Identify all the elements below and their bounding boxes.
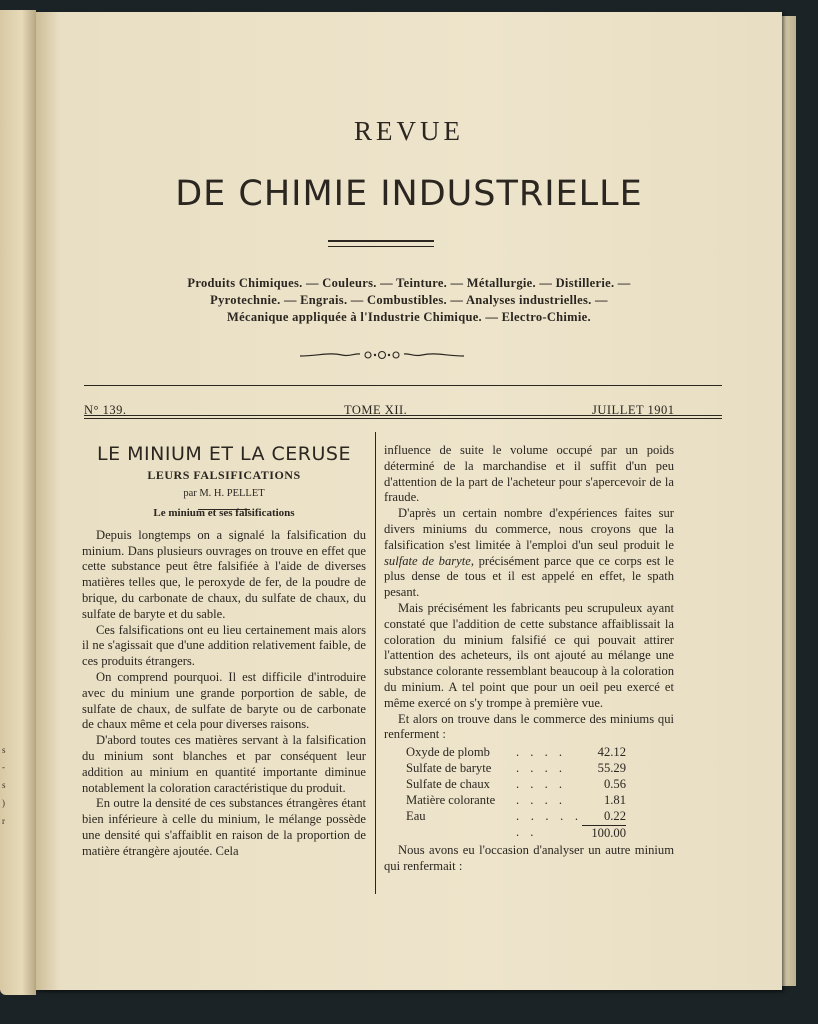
composition-total-row — [384, 825, 674, 841]
composition-table — [384, 745, 674, 841]
subjects-line: Pyrotechnie. — Engrais. — Combustibles. — Analyses industrielles. — — [210, 293, 608, 307]
column-divider — [375, 432, 376, 894]
paragraph: En outre la densité de ces substances étrangères étant bien inférieure à celle du minium, le mélange possède une densité qui s'affaiblit en raison de la proportion de matière étrangère ajoutée. Cela — [82, 796, 366, 858]
paragraph: Mais précisément les fabricants peu scrupuleux ayant constaté que l'addition de cette substance affaiblissait la coloration du minium falsifié ce qui pouvait attirer l'attention des acheteurs, ils ont ajouté au mélange une substance colorante ressemblant beaucoup à la coloration du minium. A tel point que pour un oeil peu exercé et même exercé on s'y trompe à première vue. — [384, 600, 674, 710]
issue-date: JUILLET 1901 — [592, 403, 675, 417]
section-heading: Le minium et ses falsifications — [153, 507, 295, 519]
composition-row: Sulfate de baryte . . . . 55.29 — [406, 761, 626, 776]
composition-row: Eau . . . . . . . 0.22 — [406, 809, 626, 839]
paragraph: Et alors on trouve dans le commerce des miniums qui renferment : — [384, 711, 674, 742]
paragraph: influence de suite le volume occupé par un poids déterminé de la marchandise et il suffit d'un peu d'attention de la part de l'acheteur pour s'apercevoir de la fraude. — [384, 443, 674, 505]
paragraph: Ces falsifications ont eu lieu certainement mais alors il ne s'agissait que d'une addition relativement faible, de ces produits étrangers. — [82, 622, 366, 669]
paragraph: D'abord toutes ces matières servant à la falsification du minium sont blanches et par conséquent leur addition au minium en quantité importante diminue notablement la coloration caractéristique du produit. — [82, 733, 366, 795]
issue-rule-bottom-double — [84, 418, 722, 419]
italic-term: sulfate de baryte — [384, 553, 471, 568]
paragraph: Depuis longtemps on a signalé la falsification du minium. Dans plusieurs ouvrages on trouve en effet que cette substance peut être falsifiée à l'aide de diverses matières telles que, le peroxyde de fer, de la poudre de brique, du carbonate de chaux, du sulfate de chaux, du sulfate de baryte et du sable. — [82, 527, 366, 621]
subjects-list — [66, 275, 752, 326]
composition-row: Matière colorante . . . . 1.81 — [406, 793, 626, 808]
column-left — [82, 506, 366, 860]
subjects-line: Mécanique appliquée à l'Industrie Chimique. — Electro-Chimie. — [227, 310, 591, 324]
composition-row: Sulfate de chaux . . . . 0.56 — [406, 777, 626, 792]
issue-tome: TOME XII. — [344, 403, 408, 417]
page-stack-edge — [782, 16, 796, 986]
paragraph: Nous avons eu l'occasion d'analyser un autre minium qui renfermait : — [384, 843, 674, 873]
masthead-rule — [328, 240, 434, 247]
paragraph: D'après un certain nombre d'expériences faites sur divers miniums du commerce, nous croyons que la falsification s'est limitée à l'emploi d'un seul produit le sulfate de baryte, précisément parce que ce corps est le plus dense de tous et il est appelé en effet, le spath pesant. — [384, 506, 674, 600]
issue-number: N° 139. — [84, 403, 127, 417]
article-title: LE MINIUM ET LA CERUSE — [97, 443, 351, 465]
issue-rule-bottom — [84, 415, 722, 416]
column-right — [384, 443, 674, 875]
composition-total: 100.00 — [582, 825, 626, 841]
masthead-title: DE CHIMIE INDUSTRIELLE — [175, 174, 643, 214]
journal-page — [36, 12, 782, 990]
masthead-revue: REVUE — [354, 116, 464, 146]
paragraph: On comprend pourquoi. Il est difficile d'introduire avec du minium une grande porportion de sable, de sulfate de chaux, de sulfate de baryte ou de carbonate de chaux même et cela pour diverses raisons. — [82, 669, 366, 732]
issue-rule-top — [84, 385, 722, 386]
ornament-flourish — [298, 348, 466, 362]
article-author: par M. H. PELLET — [183, 488, 265, 499]
article-subtitle: LEURS FALSIFICATIONS — [147, 468, 301, 482]
facing-page-edge: s - s ) r — [0, 10, 36, 995]
subjects-line: Produits Chimiques. — Couleurs. — Teinture. — Métallurgie. — Distillerie. — — [187, 276, 631, 290]
composition-row: Oxyde de plomb . . . . 42.12 — [406, 745, 626, 760]
